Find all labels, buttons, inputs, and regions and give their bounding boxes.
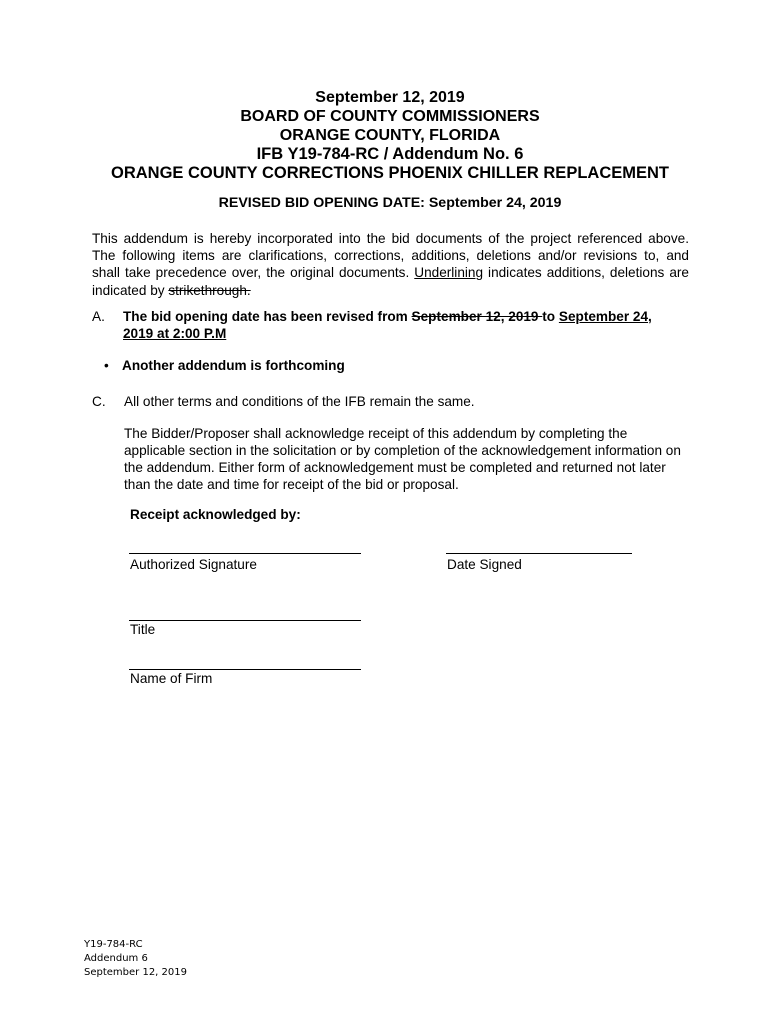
ack-line-2: applicable section in the solicitation or by completion of the acknowledgement information on xyxy=(124,443,681,458)
header-board: BOARD OF COUNTY COMMISSIONERS xyxy=(240,108,540,125)
header-county: ORANGE COUNTY, FLORIDA xyxy=(279,127,501,144)
item-a-text: The bid opening date has been revised from September 12, 2019 to September 24, 2019 at 2:00 P.M xyxy=(123,309,652,341)
receipt-label: Receipt acknowledged by: xyxy=(130,507,301,522)
document-header xyxy=(0,88,770,183)
name-of-firm-label: Name of Firm xyxy=(130,671,213,686)
bullet-item xyxy=(104,358,345,373)
intro-line-4: indicated by strikethrough. xyxy=(92,282,251,298)
intro-line-2: The following items are clarifications, corrections, additions, deletions and/or revisions to, and xyxy=(92,248,689,264)
header-project: ORANGE COUNTY CORRECTIONS PHOENIX CHILLER REPLACEMENT xyxy=(111,164,669,182)
ack-line-3: the addendum. Either form of acknowledgement must be completed and returned not later xyxy=(124,460,666,475)
name-of-firm-line[interactable] xyxy=(129,669,361,670)
intro-paragraph xyxy=(92,230,689,299)
item-a-label: A. xyxy=(92,309,105,324)
acknowledgement-paragraph xyxy=(124,425,694,493)
footer-line-3: September 12, 2019 xyxy=(84,967,187,978)
title-line[interactable] xyxy=(129,620,361,621)
new-date: September 24, xyxy=(558,309,652,324)
new-date-time: 2019 at 2:00 P.M xyxy=(123,326,227,341)
date-signed-label: Date Signed xyxy=(447,557,522,572)
footer-line-1: Y19-784-RC xyxy=(84,939,143,950)
authorized-signature-line[interactable] xyxy=(129,553,361,554)
old-date: September 12, 2019 xyxy=(411,309,543,324)
item-c-label: C. xyxy=(92,394,106,409)
bullet-text: Another addendum is forthcoming xyxy=(122,358,345,373)
ack-line-4: than the date and time for receipt of the bid or proposal. xyxy=(124,477,459,492)
header-ifb: IFB Y19-784-RC / Addendum No. 6 xyxy=(256,145,524,163)
revised-bid-date: REVISED BID OPENING DATE: September 24, 2019 xyxy=(218,195,562,211)
authorized-signature-label: Authorized Signature xyxy=(130,557,257,572)
footer-line-2: Addendum 6 xyxy=(84,953,148,964)
title-label: Title xyxy=(130,622,156,637)
header-date: September 12, 2019 xyxy=(315,89,465,106)
intro-line-3: shall take precedence over, the original documents. Underlining indicates additions, deletions are xyxy=(92,265,689,281)
item-c-text: All other terms and conditions of the IFB remain the same. xyxy=(124,394,475,409)
page-footer xyxy=(84,938,187,980)
intro-line-1: This addendum is hereby incorporated into the bid documents of the project referenced above. xyxy=(92,231,689,246)
bullet-icon: • xyxy=(104,358,109,373)
date-signed-line[interactable] xyxy=(446,553,632,554)
ack-line-1: The Bidder/Proposer shall acknowledge receipt of this addendum by completing the xyxy=(124,426,628,441)
